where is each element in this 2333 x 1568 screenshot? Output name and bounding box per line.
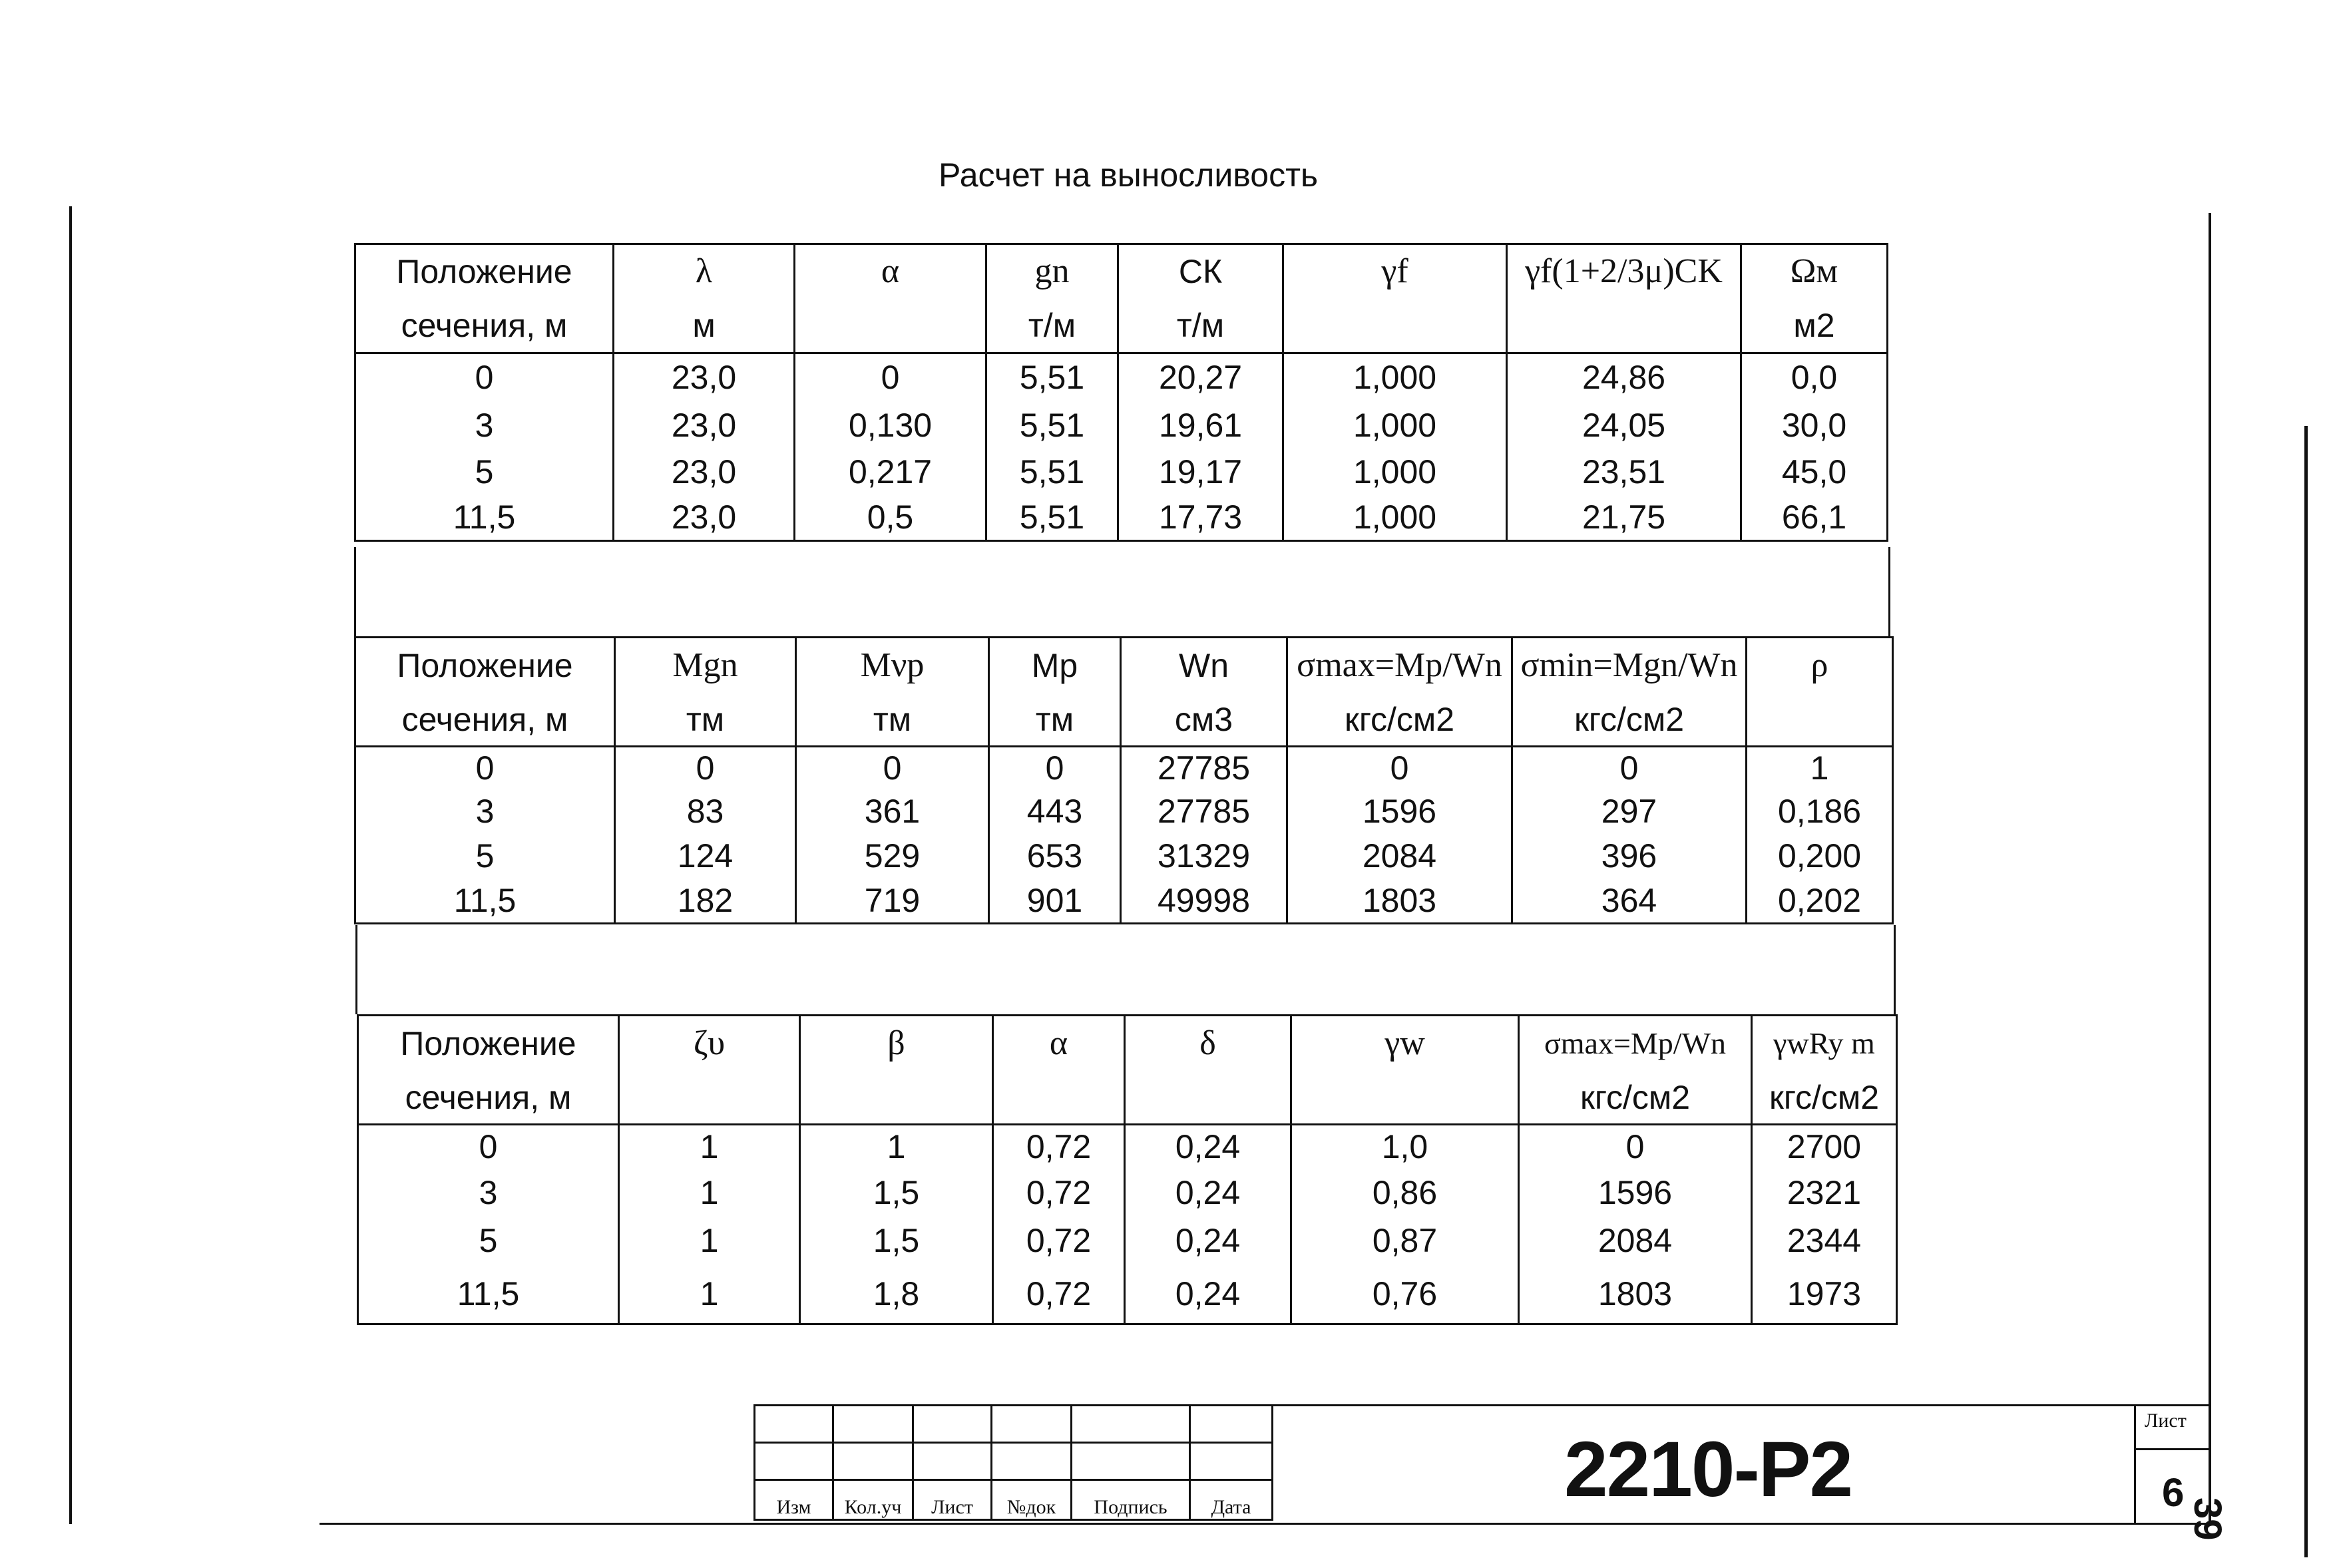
cell: 1 bbox=[619, 1125, 800, 1169]
cell: 364 bbox=[1512, 879, 1747, 924]
left-frame-line bbox=[69, 206, 72, 1524]
table-row bbox=[358, 1169, 1897, 1217]
table-spacer-1 bbox=[354, 547, 1890, 636]
cell: 182 bbox=[615, 879, 796, 924]
cell: 0,72 bbox=[993, 1125, 1125, 1169]
cell: 5 bbox=[358, 1217, 619, 1265]
t1-h3: gn bbox=[986, 244, 1118, 299]
cell: 0 bbox=[358, 1125, 619, 1169]
cell: 0 bbox=[355, 353, 614, 401]
t1-h6: γf(1+2/3μ)CK bbox=[1507, 244, 1741, 299]
t1-h1: λ bbox=[614, 244, 795, 299]
stamp-label-signature: Подпись bbox=[1072, 1480, 1190, 1520]
cell: 1,0 bbox=[1291, 1125, 1519, 1169]
cell: 297 bbox=[1512, 789, 1747, 833]
cell: 0,202 bbox=[1747, 879, 1893, 924]
cell: 0,186 bbox=[1747, 789, 1893, 833]
cell: 24,86 bbox=[1507, 353, 1741, 401]
cell: 1,000 bbox=[1283, 494, 1507, 541]
cell: 17,73 bbox=[1118, 494, 1283, 541]
cell: 83 bbox=[615, 789, 796, 833]
cell: 3 bbox=[355, 401, 614, 449]
cell: 396 bbox=[1512, 833, 1747, 879]
cell: 1 bbox=[800, 1125, 993, 1169]
t3-h0: Положение bbox=[358, 1016, 619, 1072]
cell: 66,1 bbox=[1741, 494, 1888, 541]
t2-h2: Mνp bbox=[796, 638, 989, 693]
t3-h6: σmax=Mp/Wn bbox=[1519, 1016, 1752, 1072]
t3-u2 bbox=[800, 1072, 993, 1125]
cell: 23,0 bbox=[614, 401, 795, 449]
cell: 653 bbox=[989, 833, 1121, 879]
t2-u5: кгс/см2 bbox=[1287, 693, 1512, 747]
t2-h3: Mp bbox=[989, 638, 1121, 693]
t2-u7 bbox=[1747, 693, 1893, 747]
table-load bbox=[354, 243, 1888, 542]
t3-u7: кгс/см2 bbox=[1752, 1072, 1897, 1125]
t3-u6: кгс/см2 bbox=[1519, 1072, 1752, 1125]
cell: 23,0 bbox=[614, 449, 795, 494]
t3-u3 bbox=[993, 1072, 1125, 1125]
cell: 45,0 bbox=[1741, 449, 1888, 494]
cell: 0,217 bbox=[795, 449, 986, 494]
t3-h2: β bbox=[800, 1016, 993, 1072]
t3-u1 bbox=[619, 1072, 800, 1125]
table-endurance bbox=[357, 1014, 1898, 1325]
t1-u1: м bbox=[614, 299, 795, 353]
cell: 23,0 bbox=[614, 494, 795, 541]
t3-u5 bbox=[1291, 1072, 1519, 1125]
t3-u4 bbox=[1125, 1072, 1291, 1125]
table1-header-row-2 bbox=[355, 299, 1888, 353]
cell: 27785 bbox=[1121, 747, 1287, 789]
cell: 443 bbox=[989, 789, 1121, 833]
cell: 49998 bbox=[1121, 879, 1287, 924]
cell: 0,72 bbox=[993, 1169, 1125, 1217]
cell: 23,0 bbox=[614, 353, 795, 401]
t3-u0: сечения, м bbox=[358, 1072, 619, 1125]
cell: 0,24 bbox=[1125, 1217, 1291, 1265]
cell: 23,51 bbox=[1507, 449, 1741, 494]
cell: 0,76 bbox=[1291, 1265, 1519, 1324]
t2-h7: ρ bbox=[1747, 638, 1893, 693]
cell: 0,72 bbox=[993, 1265, 1125, 1324]
cell: 1596 bbox=[1287, 789, 1512, 833]
cell: 0 bbox=[355, 747, 615, 789]
cell: 1,000 bbox=[1283, 401, 1507, 449]
cell: 5,51 bbox=[986, 449, 1118, 494]
t1-u6 bbox=[1507, 299, 1741, 353]
t2-h5: σmax=Mp/Wn bbox=[1287, 638, 1512, 693]
t1-h2: α bbox=[795, 244, 986, 299]
stamp-label-izm: Изм bbox=[755, 1480, 833, 1520]
cell: 3 bbox=[355, 789, 615, 833]
cell: 0,24 bbox=[1125, 1125, 1291, 1169]
t1-h0: Положение bbox=[355, 244, 614, 299]
cell: 2344 bbox=[1752, 1217, 1897, 1265]
cell: 11,5 bbox=[355, 879, 615, 924]
t3-h4: δ bbox=[1125, 1016, 1291, 1072]
t1-u2 bbox=[795, 299, 986, 353]
page-number: 39 bbox=[2186, 1497, 2229, 1541]
t1-h4: СК bbox=[1118, 244, 1283, 299]
table-row bbox=[358, 1125, 1897, 1169]
cell: 20,27 bbox=[1118, 353, 1283, 401]
cell: 11,5 bbox=[355, 494, 614, 541]
t1-h5: γf bbox=[1283, 244, 1507, 299]
cell: 1973 bbox=[1752, 1265, 1897, 1324]
table-row bbox=[355, 747, 1893, 789]
cell: 30,0 bbox=[1741, 401, 1888, 449]
cell: 19,17 bbox=[1118, 449, 1283, 494]
right-frame-line bbox=[2209, 213, 2211, 1524]
cell: 24,05 bbox=[1507, 401, 1741, 449]
table-row bbox=[355, 833, 1893, 879]
cell: 0 bbox=[795, 353, 986, 401]
cell: 1,000 bbox=[1283, 449, 1507, 494]
cell: 0 bbox=[989, 747, 1121, 789]
t3-h1: ζυ bbox=[619, 1016, 800, 1072]
table-row bbox=[358, 1265, 1897, 1324]
table2-header-row-1 bbox=[355, 638, 1893, 693]
cell: 0 bbox=[1287, 747, 1512, 789]
t3-h3: α bbox=[993, 1016, 1125, 1072]
cell: 31329 bbox=[1121, 833, 1287, 879]
table1-header-row-1 bbox=[355, 244, 1888, 299]
stamp-label-ndok: №док bbox=[992, 1480, 1072, 1520]
stamp-top-line bbox=[1271, 1404, 2210, 1406]
cell: 719 bbox=[796, 879, 989, 924]
cell: 0,24 bbox=[1125, 1169, 1291, 1217]
stamp-label-date: Дата bbox=[1190, 1480, 1273, 1520]
cell: 0,200 bbox=[1747, 833, 1893, 879]
table3-header-row-2 bbox=[358, 1072, 1897, 1125]
document-code: 2210-Р2 bbox=[1564, 1426, 1852, 1513]
t1-h7: Ωм bbox=[1741, 244, 1888, 299]
table-spacer-2 bbox=[355, 925, 1896, 1014]
cell: 5 bbox=[355, 833, 615, 879]
stamp-revision-grid bbox=[753, 1404, 1273, 1521]
cell: 19,61 bbox=[1118, 401, 1283, 449]
t2-u0: сечения, м bbox=[355, 693, 615, 747]
table-moments bbox=[354, 636, 1894, 924]
cell: 0 bbox=[796, 747, 989, 789]
t2-h4: Wn bbox=[1121, 638, 1287, 693]
cell: 1,000 bbox=[1283, 353, 1507, 401]
cell: 2321 bbox=[1752, 1169, 1897, 1217]
cell: 1803 bbox=[1287, 879, 1512, 924]
cell: 2084 bbox=[1287, 833, 1512, 879]
cell: 5,51 bbox=[986, 494, 1118, 541]
cell: 1 bbox=[619, 1217, 800, 1265]
cell: 5 bbox=[355, 449, 614, 494]
cell: 5,51 bbox=[986, 401, 1118, 449]
sheet-number: 6 bbox=[2162, 1470, 2185, 1515]
cell: 2700 bbox=[1752, 1125, 1897, 1169]
cell: 1803 bbox=[1519, 1265, 1752, 1324]
right-edge-line bbox=[2304, 426, 2308, 1557]
cell: 0,5 bbox=[795, 494, 986, 541]
table-row bbox=[355, 401, 1888, 449]
t3-h7: γwRy m bbox=[1752, 1016, 1897, 1072]
cell: 0,130 bbox=[795, 401, 986, 449]
cell: 1596 bbox=[1519, 1169, 1752, 1217]
cell: 11,5 bbox=[358, 1265, 619, 1324]
table-row bbox=[355, 879, 1893, 924]
cell: 0,87 bbox=[1291, 1217, 1519, 1265]
cell: 0 bbox=[1512, 747, 1747, 789]
cell: 0 bbox=[1519, 1125, 1752, 1169]
table-row bbox=[355, 789, 1893, 833]
cell: 0,0 bbox=[1741, 353, 1888, 401]
t1-u5 bbox=[1283, 299, 1507, 353]
table3-header-row-1 bbox=[358, 1016, 1897, 1072]
table-row bbox=[355, 449, 1888, 494]
cell: 529 bbox=[796, 833, 989, 879]
cell: 124 bbox=[615, 833, 796, 879]
cell: 1,5 bbox=[800, 1169, 993, 1217]
t2-h1: Mgn bbox=[615, 638, 796, 693]
stamp-sheet-divider bbox=[2134, 1404, 2136, 1524]
cell: 1,8 bbox=[800, 1265, 993, 1324]
stamp-label-koluch: Кол.уч bbox=[833, 1480, 913, 1520]
t1-u7: м2 bbox=[1741, 299, 1888, 353]
sheet-label: Лист bbox=[2145, 1410, 2187, 1432]
cell: 0,24 bbox=[1125, 1265, 1291, 1324]
t2-u1: тм bbox=[615, 693, 796, 747]
cell: 1 bbox=[619, 1169, 800, 1217]
stamp-sheet-hline bbox=[2134, 1448, 2210, 1450]
t3-h5: γw bbox=[1291, 1016, 1519, 1072]
cell: 0 bbox=[615, 747, 796, 789]
t2-h0: Положение bbox=[355, 638, 615, 693]
cell: 2084 bbox=[1519, 1217, 1752, 1265]
cell: 361 bbox=[796, 789, 989, 833]
table-row bbox=[358, 1217, 1897, 1265]
cell: 21,75 bbox=[1507, 494, 1741, 541]
t2-u2: тм bbox=[796, 693, 989, 747]
t2-u6: кгс/см2 bbox=[1512, 693, 1747, 747]
cell: 0,86 bbox=[1291, 1169, 1519, 1217]
t2-u4: см3 bbox=[1121, 693, 1287, 747]
table-row bbox=[355, 353, 1888, 401]
cell: 1 bbox=[619, 1265, 800, 1324]
cell: 1,5 bbox=[800, 1217, 993, 1265]
table-row bbox=[355, 494, 1888, 541]
stamp-label-list: Лист bbox=[913, 1480, 992, 1520]
t1-u4: т/м bbox=[1118, 299, 1283, 353]
t1-u0: сечения, м bbox=[355, 299, 614, 353]
cell: 901 bbox=[989, 879, 1121, 924]
page-title: Расчет на выносливость bbox=[939, 156, 1319, 194]
t2-h6: σmin=Mgn/Wn bbox=[1512, 638, 1747, 693]
table2-header-row-2 bbox=[355, 693, 1893, 747]
t2-u3: тм bbox=[989, 693, 1121, 747]
bottom-frame-line bbox=[319, 1523, 2210, 1525]
cell: 3 bbox=[358, 1169, 619, 1217]
cell: 0,72 bbox=[993, 1217, 1125, 1265]
t1-u3: т/м bbox=[986, 299, 1118, 353]
cell: 27785 bbox=[1121, 789, 1287, 833]
cell: 1 bbox=[1747, 747, 1893, 789]
cell: 5,51 bbox=[986, 353, 1118, 401]
stamp-labels-row bbox=[755, 1480, 1273, 1520]
